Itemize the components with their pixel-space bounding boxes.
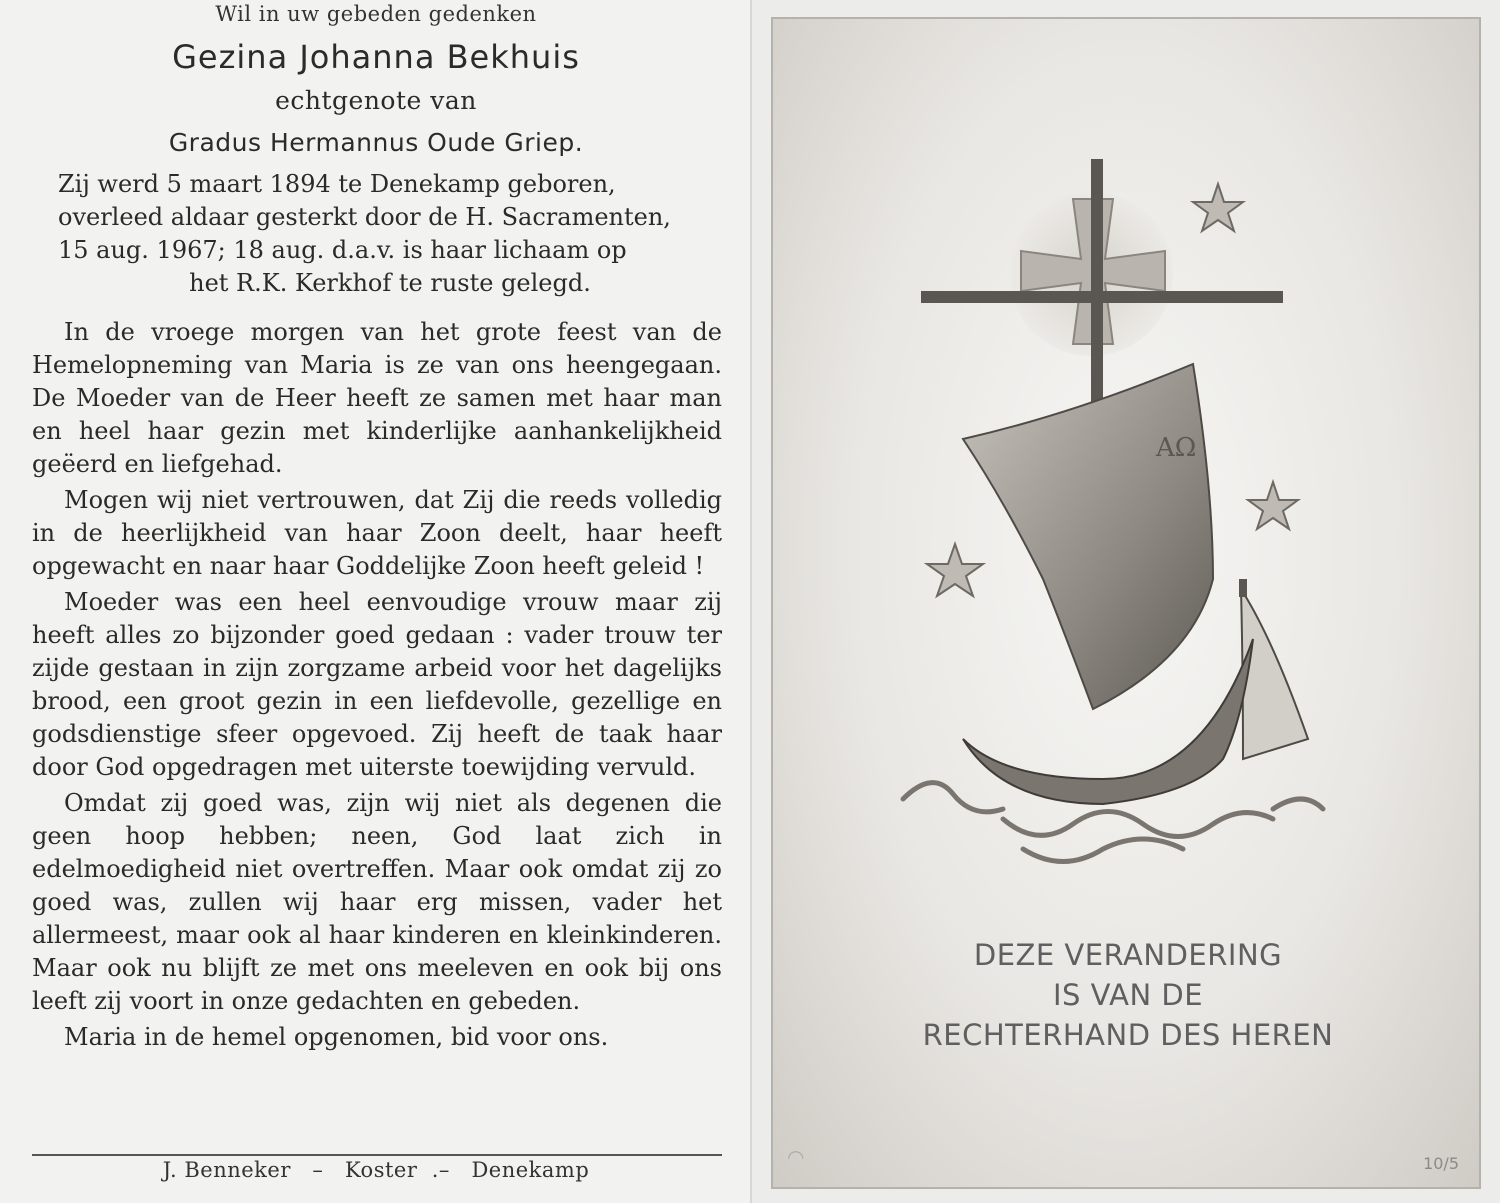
- intro-line: Wil in uw gebeden gedenken: [215, 2, 537, 26]
- ship-of-faith-illustration: [773, 19, 1483, 919]
- separator: –: [312, 1158, 324, 1182]
- spouse-name: Gradus Hermannus Oude Griep.: [168, 128, 584, 157]
- rear-sail-icon: [1241, 589, 1308, 759]
- print-number: 10/5: [1423, 1154, 1459, 1173]
- separator: –: [438, 1158, 450, 1182]
- prayer-line: Maria in de hemel opgenomen, bid voor ons.: [64, 1023, 609, 1051]
- bio-line: overleed aldaar gesterkt door de H. Sacramenten,: [58, 203, 671, 231]
- paragraph: Omdat zij goed was, zijn wij niet als degenen die geen hoop hebben; neen, God laat zich in edelmoedigheid niet overtreffen. Maar ook omdat zij zo goed was, zullen wij haar erg missen, vader het allermeest, maar ook al haar kinderen en kleinkinderen. Maar ook nu blijft ze met ons meeleven en ook bij ons leeft zij voort in onze gedachten en gebeden.: [32, 789, 722, 1015]
- bio-line: Zij werd 5 maart 1894 te Denekamp geboren,: [58, 170, 616, 198]
- paragraph: In de vroege morgen van het grote feest van de Hemelopneming van Maria is ze van ons heengegaan. De Moeder van de Heer heeft ze samen met haar man en heel haar gezin met kinderlijke aanhankelijkheid geëerd en liefgehad.: [32, 318, 722, 478]
- printer-credit: J. Benneker – Koster .– Denekamp: [162, 1158, 590, 1182]
- motto-line: IS VAN DE: [1052, 978, 1204, 1012]
- paragraph: Moeder was een heel eenvoudige vrouw maar zij heeft alles zo bijzonder goed gedaan : vader trouw ter zijde gestaan in zijn zorgzame arbeid voor het dagelijks brood, een groot gezin in een liefdevolle, gezellige en godsdienstige sfeer opgevoed. Zij heeft de taak haar door God opgedragen met uiterste toewijding vervuld.: [32, 588, 722, 781]
- printer-name: J. Benneker: [162, 1158, 291, 1182]
- bio-line: het R.K. Kerkhof te ruste gelegd.: [189, 269, 591, 297]
- bio-line: 15 aug. 1967; 18 aug. d.a.v. is haar lichaam op: [58, 236, 627, 264]
- printer-place: Denekamp: [471, 1158, 590, 1182]
- memorial-text: [32, 316, 722, 1057]
- deceased-name: Gezina Johanna Bekhuis: [172, 38, 580, 76]
- sail-icon: [963, 364, 1213, 709]
- motto-line: DEZE VERANDERING: [973, 938, 1283, 972]
- scripture-motto: [773, 935, 1483, 1055]
- printer-role: Koster: [344, 1158, 418, 1182]
- spouse-of-label: echtgenote van: [275, 86, 477, 115]
- publisher-logo-icon: ◠: [787, 1145, 805, 1169]
- biography: [58, 168, 722, 300]
- alpha-omega-symbol: AΩ: [1156, 433, 1197, 463]
- motto-line: RECHTERHAND DES HEREN: [922, 1018, 1334, 1052]
- divider: [32, 1154, 722, 1156]
- devotional-image: [771, 17, 1481, 1189]
- paragraph: Mogen wij niet vertrouwen, dat Zij die reeds volledig in de heerlijkheid van haar Zoon deelt, haar heeft opgewacht en naar haar Goddelijke Zoon heeft geleid !: [32, 486, 722, 580]
